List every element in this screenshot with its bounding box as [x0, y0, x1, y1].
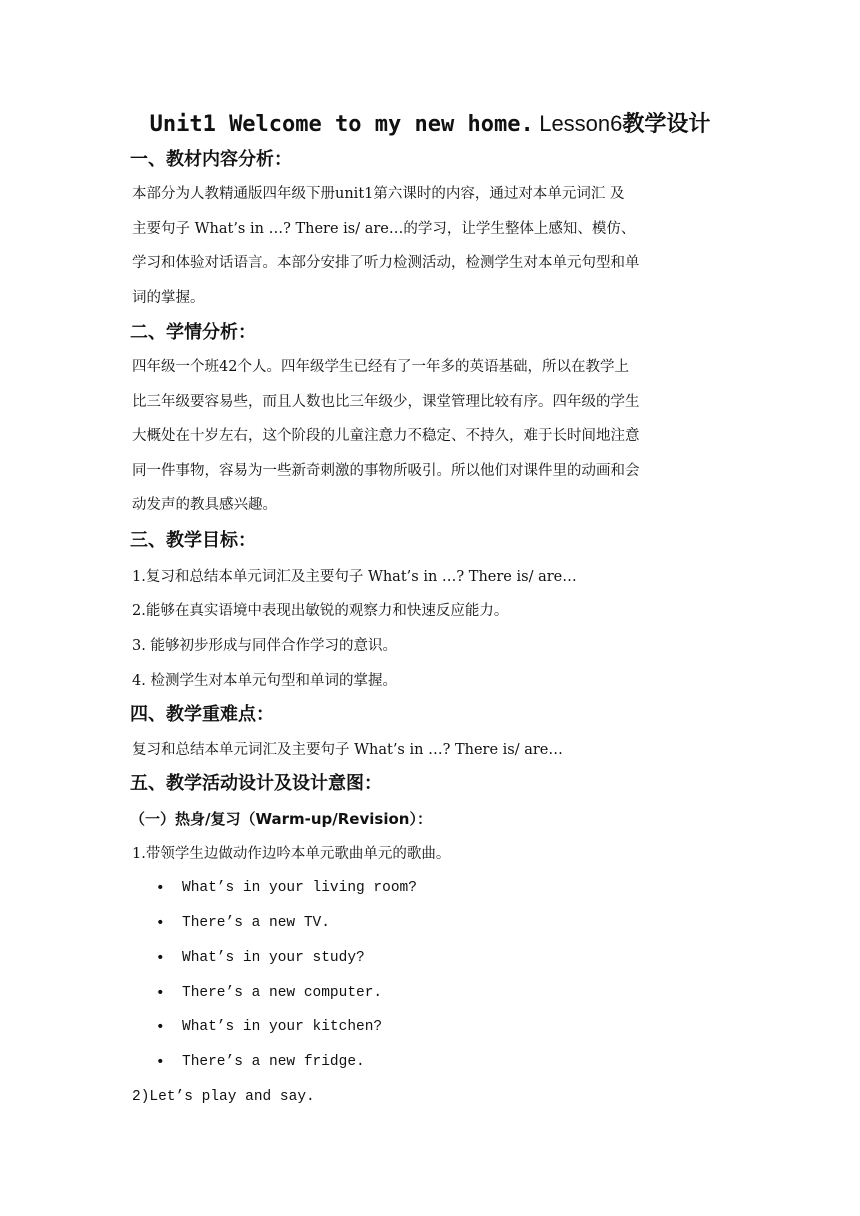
- song-line: What’s in your living room?: [182, 880, 417, 896]
- title-chinese: 教学设计: [622, 112, 711, 137]
- goal-item: 4. 检测学生对本单元句型和单词的掌握。: [132, 673, 397, 689]
- song-line: What’s in your study?: [182, 950, 365, 966]
- song-line: There’s a new TV.: [182, 915, 330, 931]
- song-line: What’s in your kitchen?: [182, 1019, 383, 1035]
- bullet-dot: •: [156, 915, 165, 931]
- warmup-intro: 1.带领学生边做动作边吟本单元歌曲单元的歌曲。: [132, 846, 451, 862]
- section-heading-activity-design: 五、教学活动设计及设计意图：: [130, 773, 382, 794]
- paragraph-line: 比三年级要容易些，而且人数也比三年级少，课堂管理比较有序。四年级的学生: [132, 393, 640, 410]
- song-line: There’s a new fridge.: [182, 1054, 365, 1070]
- title-english: Unit1 Welcome to my new home.: [149, 112, 534, 137]
- paragraph-line: 词的掌握。: [132, 289, 205, 306]
- paragraph-line: 动发声的教具感兴趣。: [132, 497, 277, 513]
- activity-step-2: 2)Let’s play and say.: [132, 1089, 315, 1105]
- section-heading-key-points: 四、教学重难点：: [130, 704, 274, 725]
- goal-item: 3. 能够初步形成与同伴合作学习的意识。: [132, 638, 397, 654]
- paragraph-line: 同一件事物，容易为一些新奇刺激的事物所吸引。所以他们对课件里的动画和会: [132, 462, 640, 479]
- bullet-dot: •: [156, 1019, 165, 1035]
- bullet-dot: •: [156, 1054, 165, 1070]
- paragraph-line: 本部分为人教精通版四年级下册unit1第六课时的内容，通过对本单元词汇 及: [132, 186, 625, 202]
- paragraph-line: 大概处在十岁左右，这个阶段的儿童注意力不稳定、不持久，难于长时间地注意: [132, 428, 640, 444]
- bullet-dot: •: [156, 880, 165, 896]
- goal-item: 2.能够在真实语境中表现出敏锐的观察力和快速反应能力。: [132, 603, 509, 619]
- document-title: [0, 108, 860, 141]
- paragraph-line: 四年级一个班42个人。四年级学生已经有了一年多的英语基础，所以在教学上: [132, 359, 629, 375]
- section-heading-textbook-analysis: 一、教材内容分析：: [130, 149, 292, 170]
- goal-item: 1.复习和总结本单元词汇及主要句子 What’s in …? There is/ are…: [132, 569, 577, 585]
- key-points-text: 复习和总结本单元词汇及主要句子 What’s in …? There is/ are…: [132, 742, 563, 758]
- bullet-dot: •: [156, 950, 165, 966]
- paragraph-textbook-analysis: [132, 177, 732, 315]
- title-lesson: Lesson6: [539, 111, 623, 136]
- song-line: There’s a new computer.: [182, 985, 383, 1001]
- subheading-warmup: （一）热身/复习（Warm-up/Revision）：: [130, 810, 432, 828]
- paragraph-line: 主要句子 What’s in …? There is/ are…的学习，让学生整体上感知、模仿、: [132, 220, 636, 237]
- paragraph-student-analysis: [132, 350, 732, 523]
- bullet-dot: •: [156, 985, 165, 1001]
- section-heading-student-analysis: 二、学情分析：: [130, 322, 256, 343]
- paragraph-line: 学习和体验对话语言。本部分安排了听力检测活动，检测学生对本单元句型和单: [132, 255, 640, 271]
- section-heading-teaching-goals: 三、教学目标：: [130, 530, 256, 551]
